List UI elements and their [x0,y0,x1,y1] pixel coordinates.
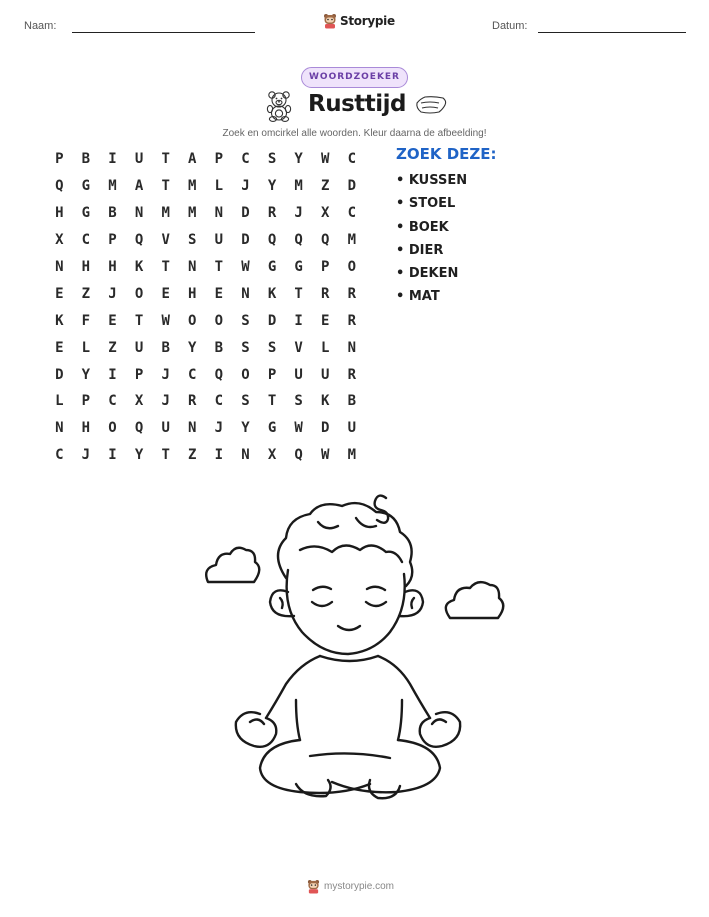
footer [307,879,394,894]
grid-cell[interactable]: Q [214,366,224,383]
grid-cell[interactable]: S [241,393,250,410]
grid-cell[interactable]: S [241,339,250,356]
grid-cell[interactable]: C [108,393,117,410]
grid-cell[interactable]: N [188,259,197,275]
grid-cell[interactable]: C [55,447,64,464]
grid-row [46,415,366,442]
grid-cell[interactable]: A [134,178,144,195]
grid-cell[interactable]: M [161,205,170,222]
grid-cell[interactable]: U [294,366,303,383]
brand-name: Storypie [340,14,395,28]
grid-cell[interactable]: P [214,151,224,168]
grid-cell[interactable]: L [214,178,224,195]
word-list-title: ZOEK DEZE: [396,145,497,163]
grid-cell[interactable]: I [214,447,224,464]
grid-row [46,280,366,307]
grid-cell[interactable]: U [321,366,330,383]
grid-cell[interactable]: G [267,420,277,437]
grid-cell[interactable]: W [161,312,170,329]
name-label: Naam: [24,20,57,32]
grid-cell[interactable]: O [108,420,117,437]
grid-cell[interactable]: B [214,339,224,356]
grid-cell[interactable]: W [321,447,330,464]
grid-cell[interactable]: D [241,205,250,222]
brand-logo [323,13,395,29]
cloud-icon [206,548,259,582]
grid-cell[interactable]: V [294,339,303,356]
grid-row [46,146,366,173]
grid-cell[interactable]: R [188,393,197,410]
grid-cell[interactable]: E [161,285,170,302]
grid-row [46,334,366,361]
grid-cell[interactable]: N [241,447,250,464]
grid-cell[interactable]: B [347,393,357,410]
grid-cell[interactable]: T [161,178,170,195]
grid-row [46,200,366,227]
grid-cell[interactable]: M [294,178,303,195]
grid-cell[interactable]: Y [267,178,277,195]
grid-cell[interactable]: B [161,339,170,356]
grid-cell[interactable]: G [81,178,91,195]
grid-row [46,307,366,334]
grid-cell[interactable]: G [81,205,91,222]
grid-cell[interactable]: C [241,151,250,168]
page-title: Rusttijd [308,91,406,117]
grid-cell[interactable]: M [347,447,357,464]
grid-cell[interactable]: O [241,366,250,383]
grid-cell[interactable]: Q [134,420,144,437]
grid-cell[interactable]: P [55,151,64,168]
word-item: • DEKEN [396,266,459,282]
grid-cell[interactable]: E [55,285,64,302]
word-item: • BOEK [396,219,449,235]
grid-cell[interactable]: Z [188,447,197,464]
grid-cell[interactable]: T [267,393,277,410]
grid-cell[interactable]: U [161,420,170,437]
grid-cell[interactable]: S [241,312,250,329]
grid-cell[interactable]: R [321,285,330,302]
grid-cell[interactable]: G [267,259,277,275]
grid-row [46,442,366,469]
grid-cell[interactable]: Y [188,339,197,356]
grid-cell[interactable]: T [134,312,144,329]
grid-cell[interactable]: X [134,393,144,410]
instructions: Zoek en omcirkel alle woorden. Kleur daarna de afbeelding! [222,128,487,139]
grid-cell[interactable]: U [134,151,144,168]
footer-url: mystorypie.com [324,881,395,892]
grid-cell[interactable]: F [81,312,91,329]
grid-cell[interactable]: C [214,393,224,410]
word-item: • KUSSEN [396,173,468,188]
grid-cell[interactable]: D [55,366,64,383]
word-item: • STOEL [396,196,456,212]
word-list [396,172,467,312]
grid-cell[interactable]: J [161,366,170,383]
grid-cell[interactable]: I [294,312,303,329]
grid-cell[interactable]: T [294,285,303,302]
grid-cell[interactable]: U [214,232,224,249]
grid-cell[interactable]: Z [81,285,91,302]
category-badge: WOORDZOEKER [301,67,408,88]
date-label: Datum: [492,20,528,32]
word-item: • MAT [396,289,440,305]
grid-cell[interactable]: Q [134,232,144,249]
grid-cell[interactable]: B [108,205,117,222]
grid-cell[interactable]: K [321,393,330,410]
grid-row [46,227,366,254]
grid-cell[interactable]: R [267,205,277,222]
pillow-icon [414,94,448,116]
grid-cell[interactable]: E [108,312,117,329]
grid-cell[interactable]: D [321,420,330,437]
grid-cell[interactable]: Y [241,420,250,437]
grid-cell[interactable]: R [347,312,357,329]
storypie-mascot-icon [323,13,337,29]
grid-cell[interactable]: P [108,232,117,249]
grid-cell[interactable]: J [108,285,117,302]
grid-cell[interactable]: N [188,420,197,437]
grid-cell[interactable]: W [294,420,303,437]
grid-cell[interactable]: Q [321,232,330,249]
grid-cell[interactable]: L [55,393,64,410]
grid-cell[interactable]: T [161,447,170,464]
grid-cell[interactable]: C [188,366,197,383]
grid-cell[interactable]: C [347,205,357,222]
grid-cell[interactable]: S [267,151,277,168]
meditating-child-illustration [200,488,520,808]
grid-cell[interactable]: P [81,393,91,410]
grid-cell[interactable]: J [241,178,250,195]
grid-cell[interactable]: D [267,312,277,329]
grid-cell[interactable]: D [347,178,357,195]
grid-cell[interactable]: I [108,366,117,383]
grid-cell[interactable]: O [188,312,197,329]
grid-cell[interactable]: E [321,312,330,329]
teddy-bear-icon [265,90,293,122]
grid-cell[interactable]: U [347,420,357,437]
grid-row [46,254,366,281]
grid-row [46,388,366,415]
word-item: • DIER [396,242,444,258]
grid-cell[interactable]: B [81,151,91,168]
grid-cell[interactable]: J [214,420,224,437]
grid-cell[interactable]: S [188,232,197,249]
grid-cell[interactable]: I [108,151,117,168]
grid-cell[interactable]: Q [55,178,64,195]
grid-row [46,361,366,388]
grid-cell[interactable]: Q [294,447,303,464]
grid-cell[interactable]: H [81,420,91,437]
grid-cell[interactable]: Q [267,232,277,249]
grid-cell[interactable]: H [108,259,117,275]
grid-cell[interactable]: P [134,366,144,383]
grid-cell[interactable]: L [81,339,91,356]
grid-cell[interactable]: H [188,285,197,302]
grid-cell[interactable]: N [55,259,64,275]
grid-cell[interactable]: H [81,259,91,275]
grid-cell[interactable]: H [55,205,64,222]
grid-cell[interactable]: O [134,285,144,302]
grid-cell[interactable]: O [214,312,224,329]
grid-cell[interactable]: T [214,259,224,275]
name-line [72,32,255,33]
grid-cell[interactable]: X [55,232,64,249]
grid-cell[interactable]: N [214,205,224,222]
grid-cell[interactable]: X [321,205,330,222]
grid-cell[interactable]: A [188,151,197,168]
grid-cell[interactable]: N [55,420,64,437]
grid-cell[interactable]: Y [81,366,91,383]
grid-cell[interactable]: Y [134,447,144,464]
grid-cell[interactable]: J [161,393,170,410]
grid-cell[interactable]: E [55,339,64,356]
grid-cell[interactable]: C [81,232,91,249]
grid-cell[interactable]: T [161,259,170,275]
grid-cell[interactable]: Z [108,339,117,356]
grid-cell[interactable]: T [161,151,170,168]
grid-cell[interactable]: U [134,339,144,356]
grid-cell[interactable]: S [267,339,277,356]
grid-cell[interactable]: W [321,151,330,168]
grid-cell[interactable]: O [347,259,357,275]
grid-cell[interactable]: M [188,178,197,195]
grid-cell[interactable]: D [241,232,250,249]
grid-cell[interactable]: R [347,285,357,302]
grid-cell[interactable]: V [161,232,170,249]
grid-cell[interactable]: X [267,447,277,464]
grid-cell[interactable]: K [55,312,64,329]
grid-row [46,173,366,200]
grid-cell[interactable]: N [241,285,250,302]
grid-cell[interactable]: N [347,339,357,356]
grid-cell[interactable]: E [214,285,224,302]
grid-cell[interactable]: P [267,366,277,383]
storypie-mascot-icon [307,879,320,894]
grid-cell[interactable]: Z [321,178,330,195]
grid-cell[interactable]: P [321,259,330,275]
grid-cell[interactable]: R [347,366,357,383]
grid-cell[interactable]: J [81,447,91,464]
grid-cell[interactable]: L [321,339,330,356]
word-search-grid [46,146,366,469]
grid-cell[interactable]: Q [294,232,303,249]
grid-cell[interactable]: C [347,151,357,168]
grid-cell[interactable]: M [347,232,357,249]
cloud-icon [446,582,503,618]
date-line [538,32,686,33]
grid-cell[interactable]: I [108,447,117,464]
grid-cell[interactable]: M [108,178,117,195]
grid-cell[interactable]: G [294,259,303,275]
grid-cell[interactable]: M [188,205,197,222]
grid-cell[interactable]: N [134,205,144,222]
grid-cell[interactable]: K [267,285,277,302]
grid-cell[interactable]: S [294,393,303,410]
grid-cell[interactable]: Y [294,151,303,168]
grid-cell[interactable]: J [294,205,303,222]
grid-cell[interactable]: W [241,259,250,275]
grid-cell[interactable]: K [134,259,144,275]
